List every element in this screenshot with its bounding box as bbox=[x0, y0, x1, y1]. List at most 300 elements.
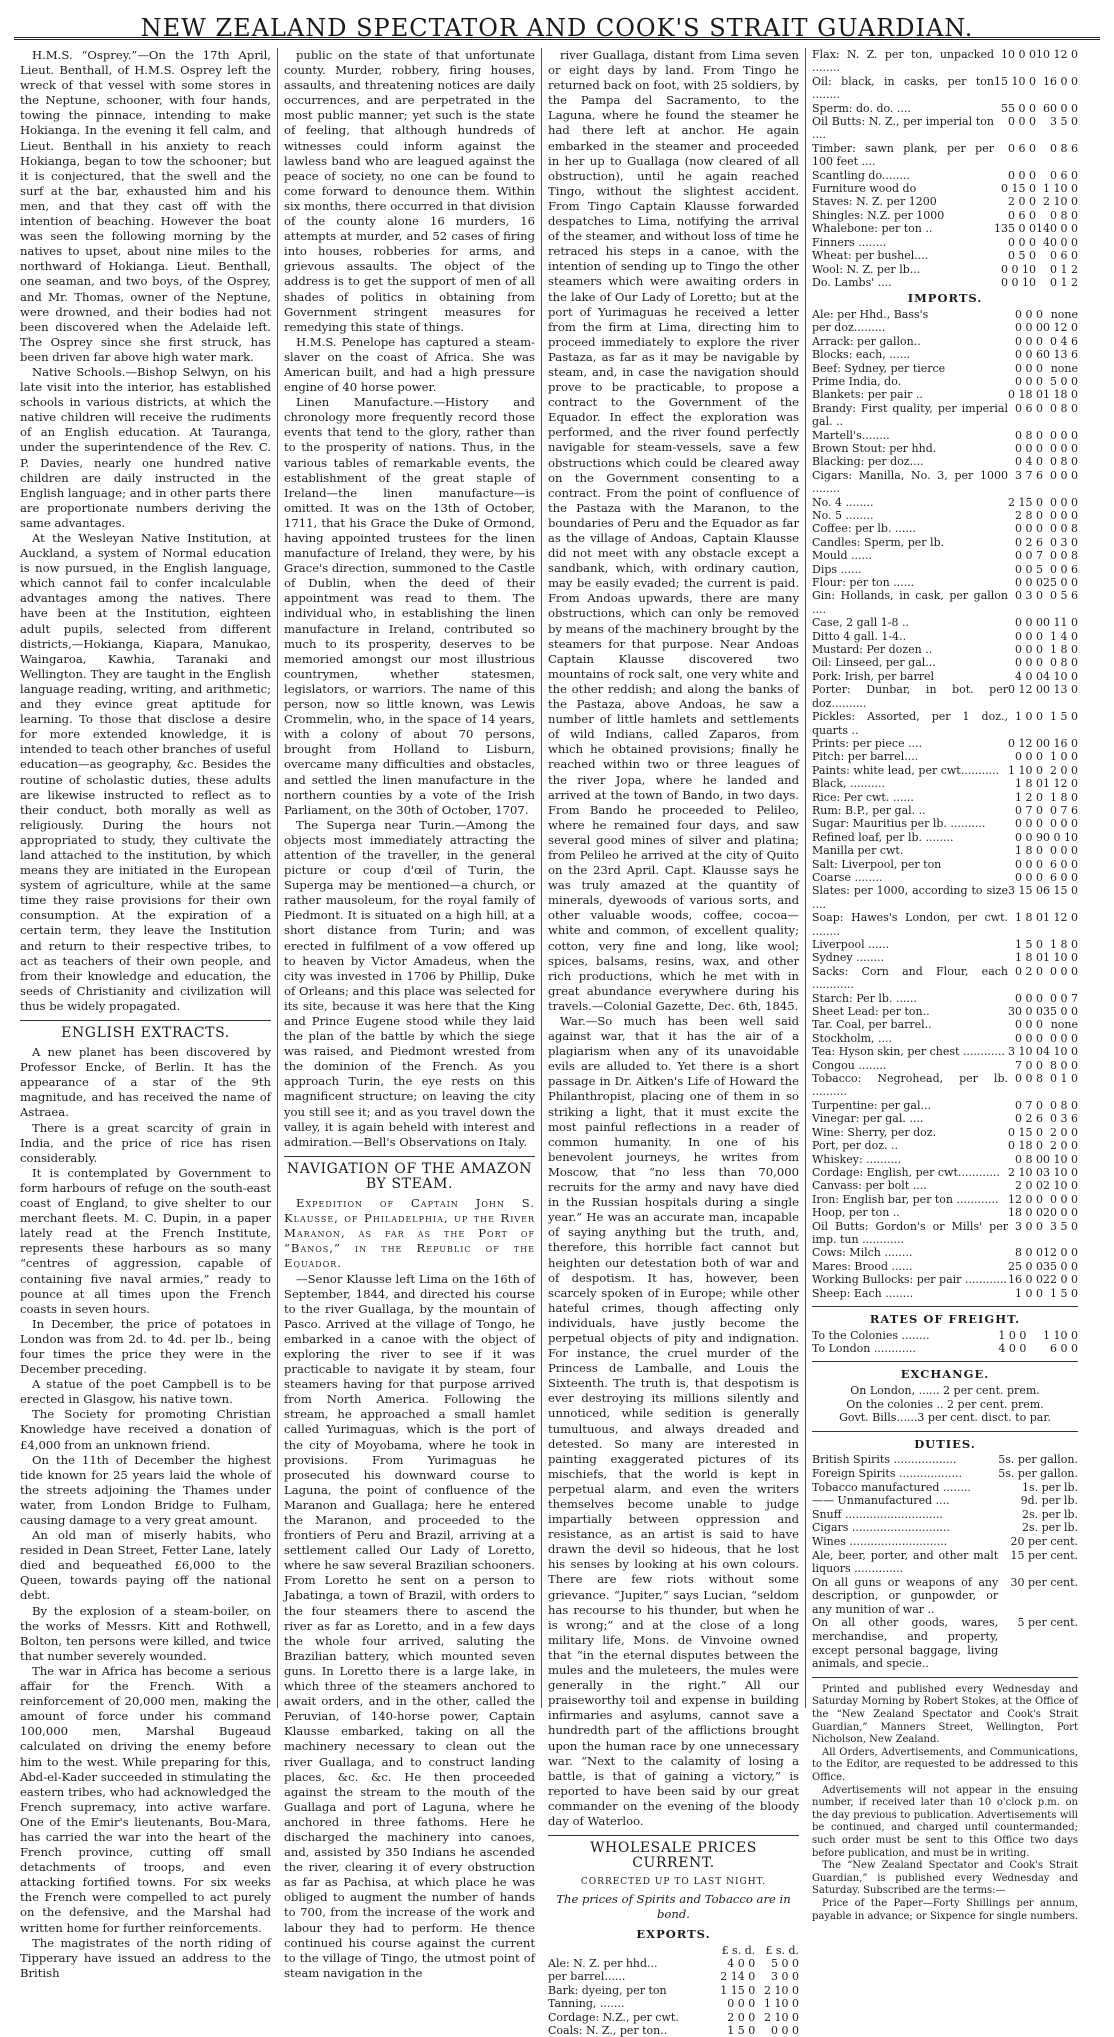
price-value: 2s. per lb. bbox=[1022, 1521, 1078, 1535]
imports-row bbox=[812, 1072, 1078, 1099]
article-penelope: H.M.S. Penelope has captured a steam-slaver on the coast of Africa. She was American built, and had a high pressure engine of 40 horse power. bbox=[284, 334, 535, 395]
price-item: Ale: per Hhd., Bass's bbox=[812, 307, 929, 321]
imports-row bbox=[812, 831, 1078, 844]
imports-row bbox=[812, 1220, 1078, 1247]
amazon-subheading: Expedition of Captain John S. Klausse, of Philadelphia, up the River Maranon, as far as the Port of “Banos,” in the Republic of the Equador. bbox=[284, 1196, 535, 1271]
price-value: 0 0 0 bbox=[1050, 495, 1078, 509]
price-value: 0 5 0 bbox=[1008, 249, 1036, 263]
imports-row bbox=[812, 858, 1078, 871]
price-value: 18 0 0 bbox=[1008, 1206, 1043, 1220]
price-value: 0 12 0 bbox=[1008, 683, 1043, 697]
price-value: 0 0 8 bbox=[1015, 1072, 1043, 1086]
price-value: 5s. per gallon. bbox=[998, 1466, 1078, 1480]
price-value: 1 5 0 bbox=[1050, 710, 1078, 724]
imports-row bbox=[812, 509, 1078, 522]
column-2 bbox=[278, 48, 542, 1980]
exports-row bbox=[812, 142, 1078, 169]
exchange-line: On the colonies .. 2 per cent. prem. bbox=[846, 1397, 1044, 1411]
exports-header-row bbox=[548, 1944, 799, 1957]
price-value: 15 10 0 bbox=[994, 74, 1036, 88]
heading-duties: DUTIES. bbox=[914, 1436, 976, 1451]
price-value: 1 8 0 bbox=[1050, 938, 1078, 951]
imports-row bbox=[812, 670, 1078, 683]
price-value: 1 10 0 bbox=[1043, 182, 1078, 196]
price-item: Gin: Hollands, in cask, per gallon .... bbox=[812, 589, 1008, 616]
price-value: 140 0 0 bbox=[1036, 222, 1078, 236]
imports-row bbox=[812, 1139, 1078, 1152]
article-linen: Linen Manufacture.—History and chronology more frequently record those events that tend to the glory, rather than to the prosperity of nations. Thus, in the various tables of remarkable events, the establishment of the great staple of Ireland—the linen manufacture—is omitted. It was on the 13th of October, 1711, that his Grace the Duke of Ormond, having appointed trustees for the linen manufacture of Ireland, they were, by his Grace's direction, summoned to the Castle of Dublin, when the deed of their appointment was read to them. The individual who, in establishing the linen manufacture in Ireland, contributed so much to its prosperity, deserves to be memoried amongst our most illustrious countrymen, whether statesmen, legislators, or warriors. The name of this person, now so little known, was Lewis Crommelin, who, in the space of 14 years, with a colony of about 70 persons, brought from Holland to Lisburn, overcame many difficulties and obstacles, and settled the linen manufacture in the northern counties by a vote of the Irish Parliament, on the 30th of October, 1707. bbox=[284, 395, 535, 817]
price-value: 9d. per lb. bbox=[1020, 1494, 1078, 1508]
price-value: 6 0 0 bbox=[1050, 1341, 1078, 1355]
price-value: 7 0 0 bbox=[1015, 1058, 1043, 1072]
price-value: 0 0 0 bbox=[1015, 857, 1043, 871]
price-item: Sheep: Each ........ bbox=[812, 1286, 914, 1300]
article-native-schools: Native Schools.—Bishop Selwyn, on his late visit into the interior, has established schools in various districts, at which the native children will receive the rudiments of an English education. At Tauranga, under the superintendence of the Rev. C. P. Davies, nearly one hundred native children are daily instructed in the English language; and in other parts there are proportionate numbers deriving the same advantages. bbox=[20, 364, 271, 530]
price-item: Stockholm, .... bbox=[812, 1031, 893, 1045]
price-value: 0 0 0 bbox=[771, 2024, 799, 2037]
price-item: Cows: Milch ........ bbox=[812, 1246, 913, 1260]
price-value: 10 0 0 bbox=[1001, 48, 1036, 61]
imports-row bbox=[812, 616, 1078, 629]
heading-english-extracts: ENGLISH EXTRACTS. bbox=[20, 1020, 271, 1041]
price-value: 0 8 0 bbox=[1050, 208, 1078, 222]
price-value: 0 0 0 bbox=[1015, 616, 1043, 630]
price-value: 1 8 0 bbox=[1015, 777, 1043, 791]
price-value: 0 18 0 bbox=[1008, 388, 1043, 402]
imports-row bbox=[812, 951, 1078, 964]
heading-imports: IMPORTS. bbox=[907, 291, 983, 306]
exports-row bbox=[812, 48, 1078, 75]
price-value: 12 0 0 bbox=[1043, 1246, 1078, 1260]
exports-row bbox=[548, 1957, 799, 1970]
price-item: Working Bullocks: per pair ............ bbox=[812, 1273, 1007, 1287]
price-value: none bbox=[1050, 361, 1078, 375]
price-value: 0 18 0 bbox=[1008, 1139, 1043, 1153]
price-value: 0 0 0 bbox=[1015, 321, 1043, 335]
price-item: Flax: N. Z. per ton, unpacked ........ bbox=[812, 48, 994, 75]
extract-grain: There is a great scarcity of grain in India, and the price of rice has risen considerably. bbox=[20, 1120, 271, 1165]
exports-row bbox=[812, 195, 1078, 208]
price-item: Pickles: Assorted, per 1 doz., quarts .. bbox=[812, 710, 1008, 737]
exports-row bbox=[548, 1984, 799, 1997]
exports-col-b: £ s. d. bbox=[765, 1943, 799, 1957]
exports-row bbox=[812, 222, 1078, 235]
article-tipperary-cont: public on the state of that unfortunate county. Murder, robbery, firing houses, assaults, and threatening notices are daily occurrences, and are perpetrated in the most public manner; yet such is the state of feeling, that although hundreds of witnesses could inform against the lawless band who are leagued against the peace of society, no one can be found to come forward to denounce them. Within six months, there occurred in that division of the county alone 16 murders, 16 attempts at murder, and 52 cases of firing into houses, robberies for arms, and grievous assaults. The object of the address is to get the support of men of all shades of politics in obtaining from Government stringent measures for remedying this state of things. bbox=[284, 48, 535, 334]
price-value: 2 14 0 bbox=[720, 1970, 756, 1984]
imports-row bbox=[812, 1018, 1078, 1031]
price-value: 35 0 0 bbox=[1043, 1005, 1078, 1019]
price-value: 0 0 0 bbox=[1050, 1192, 1078, 1206]
imports-row bbox=[812, 1260, 1078, 1273]
price-value: 0 8 0 bbox=[1050, 1098, 1078, 1112]
extract-potatoes: In December, the price of potatoes in London was from 2d. to 4d. per lb., being four times the price they were in the December preceding. bbox=[20, 1316, 271, 1377]
duties-row bbox=[812, 1467, 1078, 1481]
price-value: 1 0 0 bbox=[1050, 750, 1078, 764]
imports-row bbox=[812, 549, 1078, 562]
price-value: 6 0 0 bbox=[1050, 870, 1078, 884]
price-item: To the Colonies ........ bbox=[812, 1328, 930, 1342]
price-value: 0 7 6 bbox=[1050, 803, 1078, 817]
price-item: Foreign Spirits .................. bbox=[812, 1466, 962, 1480]
imprint-line: Printed and published every Wednesday and Saturday Morning by Robert Stokes, at the Office of the “New Zealand Spectator and Cook's Strait Guardian,” Manners Street, Wellington, Port Nicholson, New Zealand. bbox=[812, 1683, 1078, 1746]
price-item: To London ............ bbox=[812, 1341, 916, 1355]
price-item: Ale, beer, porter, and other malt liquors .............. bbox=[812, 1548, 999, 1576]
price-value: 0 8 0 bbox=[1015, 428, 1043, 442]
exports-row bbox=[812, 209, 1078, 222]
imports-row bbox=[812, 496, 1078, 509]
price-value: 0 0 0 bbox=[1015, 870, 1043, 884]
price-item: Rice: Per cwt. ...... bbox=[812, 790, 914, 804]
imports-row bbox=[812, 643, 1078, 656]
duties-row bbox=[812, 1481, 1078, 1495]
price-item: Ale: N. Z. per hhd... bbox=[548, 1957, 658, 1971]
price-value: 0 6 0 bbox=[1008, 141, 1036, 155]
price-value: 2 10 0 bbox=[764, 2010, 799, 2024]
imports-row bbox=[812, 1005, 1078, 1018]
price-item: Tobacco: Negrohead, per lb. .......... bbox=[812, 1072, 1008, 1099]
price-value: 4 0 0 bbox=[1015, 669, 1043, 683]
price-value: 3 15 0 bbox=[1008, 884, 1043, 898]
price-item: Canvass: per bolt .... bbox=[812, 1179, 927, 1193]
freight-row bbox=[812, 1329, 1078, 1342]
imports-row bbox=[812, 1166, 1078, 1179]
extract-tipperary: The magistrates of the north riding of Tipperary have issued an address to the British bbox=[20, 1935, 271, 1980]
price-value: 12 0 0 bbox=[1008, 1192, 1043, 1206]
imports-row bbox=[812, 563, 1078, 576]
price-value: 0 8 0 bbox=[1050, 656, 1078, 670]
price-item: Candles: Sperm, per lb. bbox=[812, 535, 945, 549]
price-item: Blocks: each, ...... bbox=[812, 348, 911, 362]
price-value: 0 0 0 bbox=[1008, 235, 1036, 249]
price-value: 30 0 0 bbox=[1008, 1005, 1043, 1019]
price-item: Blacking: per doz.... bbox=[812, 455, 924, 469]
price-item: Porter: Dunbar, in bot. per doz.......... bbox=[812, 683, 1008, 710]
price-item: Case, 2 gall 1-8 .. bbox=[812, 616, 909, 630]
price-item: Snuff ............................ bbox=[812, 1507, 943, 1521]
price-value: 25 0 0 bbox=[1043, 576, 1078, 590]
exports-row bbox=[812, 102, 1078, 115]
masthead: NEW ZEALAND SPECTATOR AND COOK'S STRAIT GUARDIAN. bbox=[14, 0, 1100, 40]
price-value: 2 0 0 bbox=[1050, 763, 1078, 777]
imports-row bbox=[812, 683, 1078, 710]
price-value: 0 0 0 bbox=[1015, 441, 1043, 455]
price-value: 135 0 0 bbox=[994, 222, 1036, 236]
extract-planet: A new planet has been discovered by Professor Encke, of Berlin. It has the appearance of a star of the 9th magnitude, and has received the name of Astraea. bbox=[20, 1045, 271, 1120]
price-item: per doz......... bbox=[812, 321, 886, 335]
price-item: Staves: N. Z. per 1200 bbox=[812, 195, 937, 209]
price-value: 0 0 0 bbox=[1015, 817, 1043, 831]
duties-row bbox=[812, 1616, 1078, 1670]
price-value: 1 4 0 bbox=[1050, 629, 1078, 643]
heading-exports: EXPORTS. bbox=[636, 1926, 711, 1941]
price-value: 0 0 0 bbox=[1015, 361, 1043, 375]
price-item: Flour: per ton ...... bbox=[812, 576, 915, 590]
price-value: 0 15 0 bbox=[1008, 1125, 1043, 1139]
price-item: Mould ...... bbox=[812, 549, 873, 563]
price-value: 0 0 9 bbox=[1015, 830, 1043, 844]
price-value: 0 7 0 bbox=[1015, 1098, 1043, 1112]
price-value: 0 16 0 bbox=[1043, 736, 1078, 750]
price-value: 4 0 0 bbox=[727, 1957, 756, 1971]
price-value: 0 0 0 bbox=[1050, 844, 1078, 858]
extract-explosion: By the explosion of a steam-boiler, on the works of Messrs. Kitt and Rothwell, Bolton, ten persons were killed, and twice that number severely wounded. bbox=[20, 1603, 271, 1663]
price-item: Oil: Linseed, per gal... bbox=[812, 656, 936, 670]
price-value: 0 2 0 bbox=[1015, 964, 1043, 978]
price-item: Cordage: English, per cwt............ bbox=[812, 1165, 1000, 1179]
price-item: Slates: per 1000, according to size .... bbox=[812, 884, 1008, 911]
price-value: 0 3 0 bbox=[1015, 589, 1043, 603]
price-item: Wine: Sherry, per doz. bbox=[812, 1125, 937, 1139]
price-item: Finners ........ bbox=[812, 235, 887, 249]
price-value: 8 0 0 bbox=[1015, 1246, 1043, 1260]
price-item: Sacks: Corn and Flour, each ............ bbox=[812, 964, 1008, 992]
price-value: 0 8 0 bbox=[1050, 455, 1078, 469]
price-value: 0 3 0 bbox=[1050, 535, 1078, 549]
price-value: 0 0 0 bbox=[1050, 964, 1078, 978]
price-item: Sugar: Mauritius per lb. .......... bbox=[812, 817, 986, 831]
imports-row bbox=[812, 1112, 1078, 1125]
price-item: Oil Butts: Gordon's or Mills' per imp. tun ............ bbox=[812, 1219, 1008, 1246]
price-item: Iron: English bar, per ton ............ bbox=[812, 1192, 999, 1206]
imports-row bbox=[812, 1099, 1078, 1112]
price-value: none bbox=[1050, 1018, 1078, 1032]
price-item: On all guns or weapons of any description, or gunpowder, or any munition of war .. bbox=[812, 1575, 999, 1616]
price-value: 0 0 0 bbox=[1015, 656, 1043, 670]
price-value: 2 10 0 bbox=[1008, 1165, 1043, 1179]
price-value: 0 6 0 bbox=[1050, 168, 1078, 182]
duties-row bbox=[812, 1453, 1078, 1467]
price-item: Furniture wood do bbox=[812, 182, 917, 196]
price-value: 1 12 0 bbox=[1043, 777, 1078, 791]
price-item: Mustard: Per dozen .. bbox=[812, 643, 933, 657]
price-value: 1 8 0 bbox=[1015, 951, 1043, 965]
price-item: Coarse ........ bbox=[812, 870, 883, 884]
price-value: 15 per cent. bbox=[1010, 1548, 1078, 1562]
price-value: 2 10 0 bbox=[764, 1983, 799, 1997]
price-value: 0 6 0 bbox=[1050, 249, 1078, 263]
price-value: 0 0 5 bbox=[1015, 562, 1043, 576]
price-value: 0 4 6 bbox=[1050, 334, 1078, 348]
column-4 bbox=[806, 48, 1084, 1922]
price-item: Dips ...... bbox=[812, 562, 862, 576]
article-wesleyan: At the Wesleyan Native Institution, at Auckland, a system of Normal education is now pursued, in the English language, which cannot fail to confer incalculable advantages among the natives. There have been at the Institution, eighteen adult pupils, selected from different districts,—Hokianga, Kiapara, Manukao, Waingaroa, Kawhia, Taranaki and Wellington. They are taught in the English language reading, writing, and arithmetic; and they evince great aptitude for learning. To those that disclose a desire for more extended knowledge, it is intended to teach other branches of useful education—as geography, &c. Besides the routine of scholastic duties, these adults are likewise instructed to reflect as to their conduct, both morally as well as religiously. During the hours not appropriated to study, they cultivate the land attached to the institution, by which means they are initiated in the European system of agriculture, while at the same time they raise provisions for their own consumption. At the expiration of a certain term, they leave the Institution and return to their respective tribes, to act as teachers of their own people, and from their knowledge and education, the seeds of Christianity and civilization will thus be widely propagated. bbox=[20, 531, 271, 1013]
price-item: Tanning, ....... bbox=[548, 1997, 625, 2011]
extract-africa: The war in Africa has become a serious affair for the French. With a reinforcement of 20,000 men, making the amount of force under his command 100,000 men, Marshal Bugeaud calculated on driving the enemy before him to the west. While preparing for this, Abd-el-Kader succeeded in stimulating the eastern tribes, who had acknowledged the French supremacy, into active warfare. One of the Emir's lieutenants, Bou-Mara, has carried the war into the heart of the French province, cutting off small detachments of troops, and even attacking fortified towns. For six weeks the French were compelled to act purely on the defensive, and the Marshal had written home for further reinforcements. bbox=[20, 1663, 271, 1935]
price-value: 0 0 10 bbox=[1001, 275, 1036, 289]
price-value: 0 0 0 bbox=[1015, 991, 1043, 1005]
price-item: Wheat: per bushel.... bbox=[812, 249, 929, 263]
imports-row bbox=[812, 911, 1078, 938]
exchange-line: Govt. Bills......3 per cent. disct. to par. bbox=[839, 1411, 1051, 1425]
price-value: 0 11 0 bbox=[1043, 616, 1078, 630]
price-value: 0 0 0 bbox=[1008, 115, 1036, 129]
price-value: 1 8 0 bbox=[1015, 911, 1043, 925]
imports-row bbox=[812, 1179, 1078, 1192]
exports-row bbox=[548, 1970, 799, 1983]
extract-statue: A statue of the poet Campbell is to be erected in Glasgow, his native town. bbox=[20, 1377, 271, 1407]
duties-row bbox=[812, 1508, 1078, 1522]
imports-row bbox=[812, 777, 1078, 790]
imports-row bbox=[812, 388, 1078, 401]
price-value: 1 8 0 bbox=[1050, 643, 1078, 657]
imports-row bbox=[812, 884, 1078, 911]
price-value: 40 0 0 bbox=[1043, 235, 1078, 249]
price-value: 0 7 0 bbox=[1015, 803, 1043, 817]
price-item: Tobacco manufactured ........ bbox=[812, 1480, 971, 1494]
imports-row bbox=[812, 469, 1078, 496]
imprint-line: Price of the Paper—Forty Shillings per annum, payable in advance; or Sixpence for single numbers. bbox=[812, 1897, 1079, 1922]
price-value: 0 1 2 bbox=[1050, 275, 1078, 289]
price-value: 1 10 0 bbox=[1008, 763, 1043, 777]
column-1 bbox=[14, 48, 278, 1980]
price-value: 3 0 0 bbox=[771, 1970, 799, 1984]
price-value: 0 0 0 bbox=[1050, 509, 1078, 522]
price-item: Mares: Brood ...... bbox=[812, 1259, 913, 1273]
price-value: 1 8 0 bbox=[1015, 844, 1043, 858]
price-value: 2 10 0 bbox=[1043, 195, 1078, 209]
price-value: 30 per cent. bbox=[1010, 1575, 1078, 1589]
price-item: Ditto 4 gall. 1-4.. bbox=[812, 629, 907, 643]
imports-row bbox=[812, 1193, 1078, 1206]
imports-row bbox=[812, 335, 1078, 348]
price-value: 0 0 0 bbox=[1015, 334, 1043, 348]
imports-row bbox=[812, 1246, 1078, 1259]
imports-row bbox=[812, 1126, 1078, 1139]
price-item: Manilla per cwt. bbox=[812, 844, 904, 858]
imprint-line: Advertisements will not appear in the ensuing number, if received later than 10 o'clock p.m. on the day previous to publication. Advertisements will be continued, and charged until countermanded; such order must be sent to this Office two days before publication, and must be in writing. bbox=[812, 1784, 1078, 1859]
price-item: Cordage: N.Z., per cwt. bbox=[548, 2010, 679, 2024]
price-item: Arrack: per gallon.. bbox=[812, 334, 921, 348]
exports-row bbox=[812, 115, 1078, 142]
price-value: 1 15 0 bbox=[720, 1983, 756, 1997]
price-value: 0 0 0 bbox=[1050, 441, 1078, 455]
price-value: 1 5 0 bbox=[1050, 1286, 1078, 1300]
exports-col-a: £ s. d. bbox=[721, 1943, 756, 1957]
article-superga: The Superga near Turin.—Among the objects most immediately attracting the attention of the traveller, in the general picture or coup d'œil of Turin, the Superga may be mentioned—a church, or rather mausoleum, for the royal family of Piedmont. It is situated on a high hill, at a short distance from Turin; and was erected in fulfilment of a vow offered up to heaven by Victor Amadeus, when the city was invested in 1706 by Phillip, Duke of Orleans; and this place was selected for its site, because it was here that the King and Prince Eugene stood while they laid the plan of the battle by which the siege was raised, and Piedmont wrested from the dominion of the French. As you approach Turin, the eye rests on this magnificent structure; on leaving the city you still see it; and as you travel down the valley, it is again beheld with interest and admiration.—Bell's Observations on Italy. bbox=[284, 817, 535, 1149]
price-value: 1 0 0 bbox=[998, 1328, 1027, 1342]
price-value: 2 15 0 bbox=[1008, 495, 1043, 509]
price-value: 0 0 0 bbox=[1015, 576, 1043, 590]
price-value: 2 0 0 bbox=[727, 2010, 756, 2024]
price-value: 1 10 0 bbox=[1043, 1328, 1078, 1342]
price-value: 0 8 0 bbox=[1050, 401, 1078, 415]
exports-row bbox=[812, 182, 1078, 195]
price-value: 35 0 0 bbox=[1043, 1259, 1078, 1273]
price-value: 0 2 6 bbox=[1015, 535, 1043, 549]
imports-row bbox=[812, 429, 1078, 442]
imports-row bbox=[812, 362, 1078, 375]
price-value: 6 15 0 bbox=[1043, 884, 1078, 898]
imports-row bbox=[812, 402, 1078, 429]
imports-row bbox=[812, 1045, 1078, 1058]
price-value: 0 12 0 bbox=[1008, 736, 1043, 750]
price-item: Whalebone: per ton .. bbox=[812, 222, 933, 236]
price-value: 0 12 0 bbox=[1043, 321, 1078, 335]
price-item: Rum: B.P., per gal. .. bbox=[812, 803, 926, 817]
imprint bbox=[812, 1677, 1078, 1923]
heading-freight: RATES OF FREIGHT. bbox=[869, 1311, 1021, 1326]
imports-row bbox=[812, 321, 1078, 334]
price-value: 0 0 0 bbox=[1015, 750, 1043, 764]
price-item: Pork: Irish, per barrel bbox=[812, 669, 934, 683]
imports-row bbox=[812, 589, 1078, 616]
imports-row bbox=[812, 442, 1078, 455]
imports-table bbox=[812, 308, 1078, 1300]
imports-row bbox=[812, 455, 1078, 468]
price-item: Coffee: per lb. ...... bbox=[812, 522, 916, 536]
duties-row bbox=[812, 1521, 1078, 1535]
price-value: 0 0 0 bbox=[1015, 643, 1043, 657]
price-value: 5 0 0 bbox=[1050, 374, 1078, 388]
price-value: 4 10 0 bbox=[1043, 1045, 1078, 1059]
price-value: 0 0 7 bbox=[1015, 549, 1043, 563]
columns bbox=[14, 48, 1100, 2037]
column-3 bbox=[542, 48, 806, 2037]
imports-row bbox=[812, 938, 1078, 951]
price-value: 0 13 0 bbox=[1043, 683, 1078, 697]
price-value: 1 8 0 bbox=[1050, 790, 1078, 804]
imports-row bbox=[812, 992, 1078, 1005]
price-value: 3 7 6 bbox=[1015, 468, 1043, 482]
price-value: 55 0 0 bbox=[1001, 101, 1036, 115]
price-value: 8 0 0 bbox=[1050, 1058, 1078, 1072]
price-value: 1 2 0 bbox=[1015, 790, 1043, 804]
exports-cont-table bbox=[812, 48, 1078, 289]
price-value: 0 1 0 bbox=[1050, 1072, 1078, 1086]
heading-exchange: EXCHANGE. bbox=[900, 1367, 990, 1382]
price-value: 25 0 0 bbox=[1008, 1259, 1043, 1273]
price-value: 1 5 0 bbox=[727, 2024, 756, 2037]
price-value: 0 1 2 bbox=[1050, 262, 1078, 276]
price-value: 2 0 0 bbox=[1050, 1125, 1078, 1139]
price-value: 1 10 0 bbox=[1043, 951, 1078, 965]
imports-row bbox=[812, 844, 1078, 857]
price-value: 0 3 6 bbox=[1050, 1112, 1078, 1126]
price-item: Martell's........ bbox=[812, 428, 890, 442]
extract-miser: An old man of miserly habits, who resided in Dean Street, Fetter Lane, lately died and bequeathed £6,000 to the Queen, towards paying off the national debt. bbox=[20, 1528, 271, 1603]
corrected-note: CORRECTED UP TO LAST NIGHT. bbox=[580, 1877, 767, 1888]
article-osprey: H.M.S. “Osprey.”—On the 17th April, Lieut. Benthall, of H.M.S. Osprey left the wreck of that vessel with some stores in the Neptune, schooner, with four hands, towing the pinnace, intending to make Hokianga. In the evening it fell calm, and Lieut. Benthall in his anxiety to reach Hokianga, began to tow the schooner; but it is conjectured, that the swell and the surf at the bar, exhausted him and his men, and that they cast off with the intention of beaching. However the boat was seen the following morning by the natives to upset, about nine miles to the northward of Hokianga. Lieut. Benthall, one seaman, and two boys, of the Osprey, and Mr. Thomas, owner of the Neptune, were drowned, and their bodies had not been discovered when the Adelaide left. The Osprey since she first struck, has been driven far above high water mark. bbox=[20, 48, 271, 364]
price-value: 10 12 0 bbox=[1036, 48, 1078, 61]
price-value: 3 10 0 bbox=[1043, 1165, 1078, 1179]
imports-row bbox=[812, 576, 1078, 589]
article-amazon: —Senor Klausse left Lima on the 16th of September, 1844, and directed his course to the river Guallaga, by the mountain of Pasco. Arrived at the village of Tongo, he embarked in a canoe with the object of exploring the river to see if it was practicable to navigate it by steam, four steamers having for that purpose arrived from North America. Following the stream, he approached a small hamlet called Yurimaguas, which is the port of the city of Moyobama, where he took in provisions. From Yurimaguas he prosecuted his downward course to Laguna, the point of confluence of the Maranon and Guallaga; here he entered the Maranon, and proceeded to the frontiers of Peru and Brazil, arriving at a settlement called Our Lady of Loretto, where he saw several Brazilian schooners. From Loretto he sent on a person to Jabatinga, a town of Brazil, with orders to the four steamers there to ascend the river as far as Loretto, and in a few days the whole four arrived, saluting the Brazilian battery, which mounted seven guns. In Loretto there is a large lake, in which three of the steamers anchored to await orders, and in the other, called the Peruvian, of 140-horse power, Captain Klausse embarked, taking on all the machinery necessary to clean out the river Guallaga, and to construct landing places, &c. &c. He then proceeded against the stream to the mouth of the Guallaga and port of Laguna, where he anchored in three fathoms. Here he discharged the machinery into canoes, and, assisted by 350 Indians he ascended the river, clearing it of every obstruction as far as Pachisa, at which place he was obliged to augment the number of hands to 700, from the increase of the work and labour they had to perform. He thence continued his course against the current to the village of Tingo, the utmost point of steam navigation in the bbox=[284, 1271, 535, 1980]
price-value: 2 0 0 bbox=[1008, 195, 1036, 209]
price-value: 0 0 6 bbox=[1050, 562, 1078, 576]
price-item: Oil Butts: N. Z., per imperial ton .... bbox=[812, 115, 994, 142]
exports-row bbox=[812, 169, 1078, 182]
price-item: Wines ............................ bbox=[812, 1534, 948, 1548]
price-value: 3 5 0 bbox=[1050, 1219, 1078, 1233]
price-item: Tea: Hyson skin, per chest ............ bbox=[812, 1045, 1005, 1059]
price-item: Whiskey: .......... bbox=[812, 1152, 902, 1166]
price-value: 0 0 0 bbox=[1050, 817, 1078, 831]
price-value: 0 0 0 bbox=[1050, 468, 1078, 482]
price-value: 16 0 0 bbox=[1043, 74, 1078, 88]
imports-row bbox=[812, 764, 1078, 777]
price-value: 0 2 6 bbox=[1015, 1112, 1043, 1126]
duties-row bbox=[812, 1535, 1078, 1549]
price-item: Turpentine: per gal... bbox=[812, 1098, 931, 1112]
price-item: Wool: N. Z. per lb... bbox=[812, 262, 921, 276]
heading-amazon: NAVIGATION OF THE AMAZON BY STEAM. bbox=[284, 1156, 535, 1192]
imports-row bbox=[812, 1287, 1078, 1300]
divider bbox=[812, 1431, 1078, 1432]
imports-row bbox=[812, 804, 1078, 817]
price-item: Soap: Hawes's London, per cwt. ........ bbox=[812, 911, 1008, 938]
article-amazon-cont: river Guallaga, distant from Lima seven or eight days by land. From Tingo he returned back on foot, with 25 soldiers, by the Pampa del Sacramento, to the Laguna, where he found the steamer he had there left at anchor. He again embarked in the steamer and proceeded in her up to Guallaga (now cleared of all obstruction), until he again reached Tingo, without the slightest accident. From Tingo Captain Klausse forwarded despatches to Lima, notifying the arrival of the steamer, and without loss of time he retraced his steps in a canoe, with the intention of sending up to Tingo the other steamers which were awaiting orders in the lake of Our Lady of Loretto; but at the port of Yurimaguas he received a letter from the firm at Lima, directing him to proceed immediately to explore the river Pastaza, as far as it may be navigable by steam, and, in case the navigation should prove to be practicable, to propose a contract to the Government of the Equador. In effect the exploration was performed, and the river found perfectly navigable for steam-vessels, save a few obstructions which could be cleared away on the Government consenting to a contract. From the point of confluence of the Pastaza with the Maranon, to the boundaries of Peru and the Equador as far as the village of Andoas, Captain Klausse did not meet with any obstacle except a sandbank, which, with ordinary caution, may be easily evaded; the current is paid. From Andoas upwards, there are many obstructions, which can only be removed by means of the machinery brought by the steamers for that purpose. Near Andoas Captain Klausse discovered two mountains of rock salt, one very white and the other reddish; and along the banks of the Pastaza, above Andoas, he saw a number of little hamlets and settlements of wild Indians, called Zaparos, from which he obtained provisions; finally he reached within two or three leagues of the river Jopa, where he landed and arrived at the town of Bando, in two days. From Bando he proceeded to Pelileo, where he remained four days, and saw several good mines of silver and platina; from Pelileo he arrived at the city of Quito on the 23rd April. Capt. Klausse says he was truly amazed at the quantity of minerals, dyewoods of various sorts, and other valuable woods, coffee, cocoa—white and common, of excellent quality; cotton, very fine and long, like wool; spices, balsams, resins, wax, and other rich productions, which he met with in great abundance everywhere during his travels.—Colonial Gazette, Dec. 6th, 1845. bbox=[548, 48, 800, 1013]
duties-row bbox=[812, 1576, 1078, 1617]
